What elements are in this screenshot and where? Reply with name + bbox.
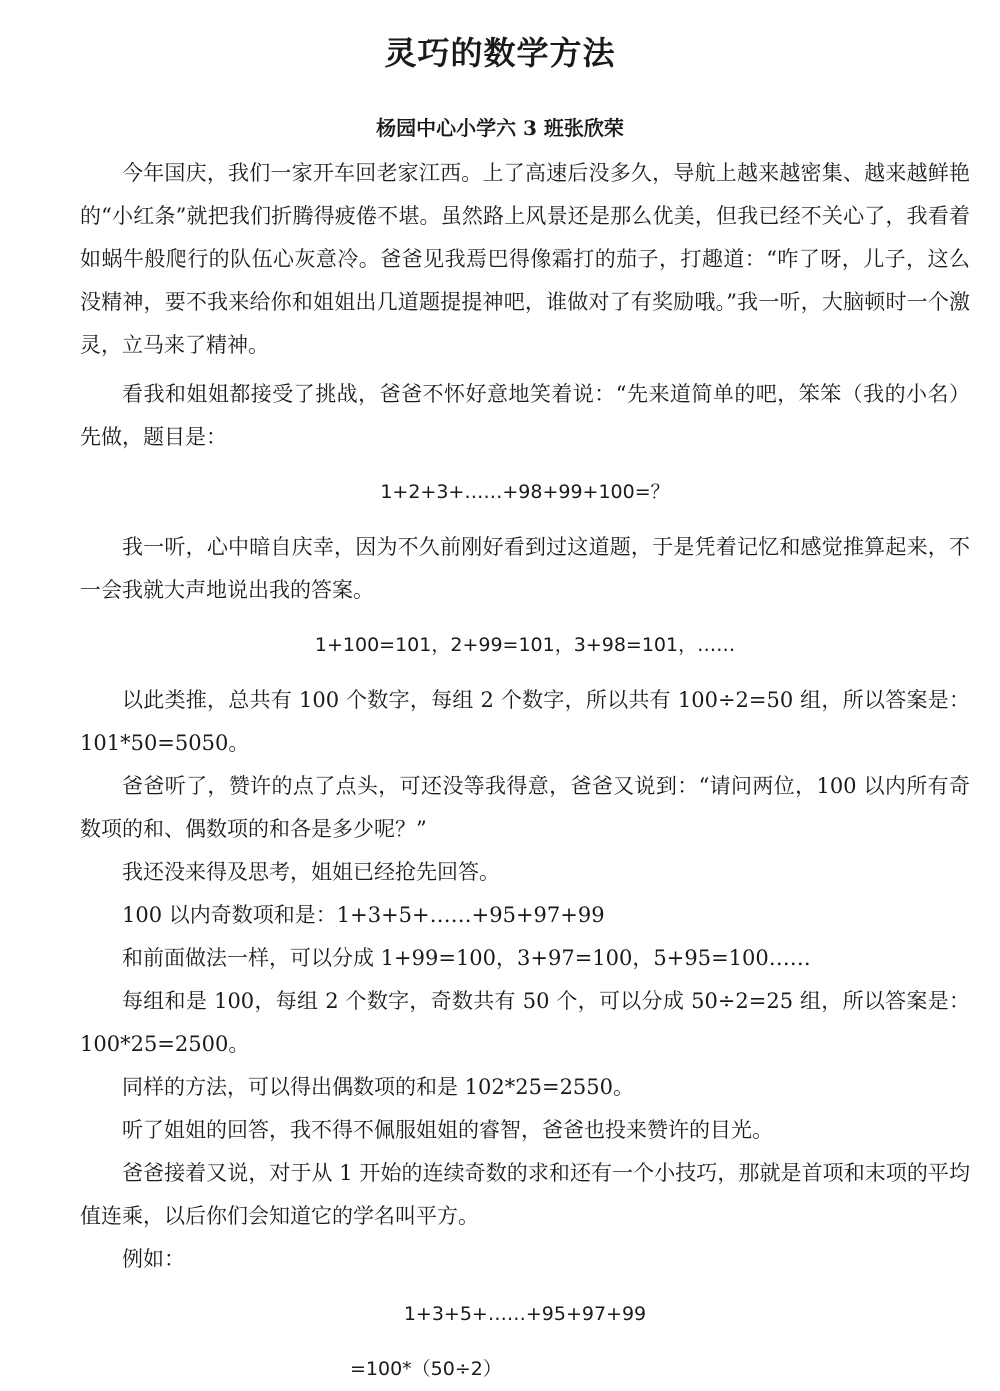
article-body: [80, 152, 970, 1391]
paragraph-11: 听了姐姐的回答，我不得不佩服姐姐的睿智，爸爸也投来赞许的目光。: [122, 1118, 773, 1142]
formula-odd-result: =100*（50÷2）: [350, 1358, 502, 1380]
paragraph-6: 我还没来得及思考，姐姐已经抢先回答。: [122, 860, 500, 884]
paragraph-1: 今年国庆，我们一家开车回老家江西。上了高速后没多久，导航上越来越密集、越来越鲜艳的“小红条”就把我们折腾得疲倦不堪。虽然路上风景还是那么优美，但我已经不关心了，我看着如蜗牛般爬行的队伍心灰意冷。爸爸见我焉巴得像霜打的茄子，打趣道：“咋了呀，儿子，这么没精神，要不我来给你和姐姐出几道题提提神吧，谁做对了有奖励哦。”我一听，大脑顿时一个激灵，立马来了精神。: [80, 161, 970, 357]
formula-sum-1-to-100: 1+2+3+……+98+99+100=？: [380, 481, 670, 503]
paragraph-9: 每组和是 100，每组 2 个数字，奇数共有 50 个，可以分成 50÷2=25 组，所以答案是：100*25=2500。: [80, 989, 970, 1056]
paragraph-2: 看我和姐姐都接受了挑战，爸爸不怀好意地笑着说：“先来道简单的吧，笨笨（我的小名）先做，题目是：: [80, 382, 970, 449]
author-line: 杨园中心小学六 3 班张欣荣: [376, 116, 624, 140]
paragraph-4: 以此类推，总共有 100 个数字，每组 2 个数字，所以共有 100÷2=50 组，所以答案是：101*50=5050。: [80, 688, 970, 755]
paragraph-13: 例如：: [122, 1247, 185, 1271]
paragraph-3: 我一听，心中暗自庆幸，因为不久前刚好看到过这道题，于是凭着记忆和感觉推算起来，不一会我就大声地说出我的答案。: [80, 535, 970, 602]
formula-pairs: 1+100=101，2+99=101，3+98=101，……: [314, 634, 736, 656]
page-title: 灵巧的数学方法: [384, 34, 616, 72]
formula-odd-sum: 1+3+5+……+95+97+99: [403, 1303, 647, 1325]
paragraph-8: 和前面做法一样，可以分成 1+99=100，3+97=100，5+95=100……: [122, 946, 811, 970]
paragraph-12: 爸爸接着又说，对于从 1 开始的连续奇数的求和还有一个小技巧，那就是首项和末项的平均值连乘，以后你们会知道它的学名叫平方。: [80, 1161, 970, 1228]
paragraph-10: 同样的方法，可以得出偶数项的和是 102*25=2550。: [122, 1075, 635, 1099]
paragraph-5: 爸爸听了，赞许的点了点头，可还没等我得意，爸爸又说到：“请问两位，100 以内所有奇数项的和、偶数项的和各是多少呢？”: [80, 774, 970, 841]
paragraph-7: 100 以内奇数项和是：1+3+5+……+95+97+99: [122, 903, 605, 927]
